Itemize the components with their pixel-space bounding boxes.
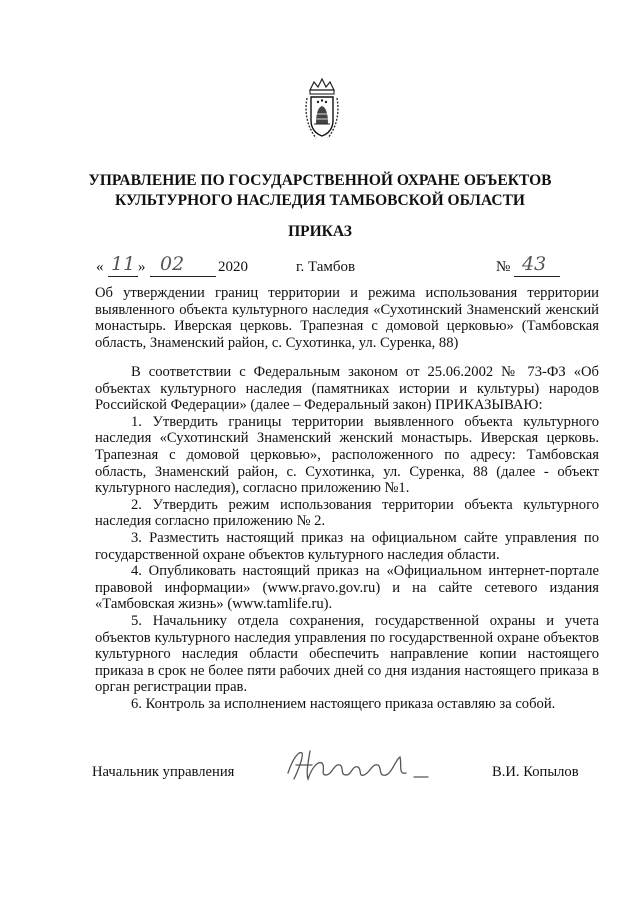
signer-position: Начальник управления — [92, 764, 235, 780]
city: г. Тамбов — [296, 259, 356, 275]
date-line — [96, 253, 560, 281]
organization-name-line2: КУЛЬТУРНОГО НАСЛЕДИЯ ТАМБОВСКОЙ ОБЛАСТИ — [115, 192, 525, 209]
date-day: 11 — [111, 253, 136, 275]
day-underline — [108, 276, 138, 277]
order-item: 2. Утвердить режим использования территории объекта культурного наследия согласно приложению № 2. — [95, 496, 599, 530]
organization-name-line1: УПРАВЛЕНИЕ ПО ГОСУДАРСТВЕННОЙ ОХРАНЕ ОБЪЕКТОВ — [88, 172, 552, 189]
signer-name: В.И. Копылов — [492, 764, 579, 780]
order-item: 6. Контроль за исполнением настоящего приказа оставляю за собой. — [131, 695, 556, 712]
signature-image — [282, 745, 442, 785]
order-item: 3. Разместить настоящий приказ на официальном сайте управления по государственной охране объектов культурного наследия области. — [95, 529, 599, 563]
date-year: 2020 — [218, 259, 248, 275]
document-number: 43 — [522, 253, 547, 275]
number-underline — [514, 276, 560, 277]
order-body — [95, 364, 599, 712]
close-quote: » — [138, 259, 146, 275]
order-item: 4. Опубликовать настоящий приказ на «Официальном интернет-портале правовой информации» (www.pravo.gov.ru) и на сайте сетевого издания «Тамбовская жизнь» (www.tamlife.ru). — [95, 563, 599, 613]
date-month: 02 — [160, 253, 185, 275]
month-underline — [150, 276, 216, 277]
preamble: В соответствии с Федеральным законом от 25.06.2002 № 73-ФЗ «Об объектах культурного наследия (памятниках истории и культуры) народов Российской Федерации» (далее – Федеральный закон) ПРИКАЗЫВАЮ: — [95, 364, 599, 414]
organization-name — [60, 171, 580, 211]
number-sign: № — [496, 259, 511, 275]
coat-of-arms-icon — [302, 76, 342, 146]
order-item: 1. Утвердить границы территории выявленного объекта культурного наследия «Сухотинский Знаменский женский монастырь. Иверская церковь. Трапезная с домовой церковью», расположенного по адресу: Тамбовская область, Знаменский район, с. Сухотинка, ул. Суренка, 88 (далее - объект культурного наследия), согласно приложению №1. — [95, 413, 599, 497]
document-type: ПРИКАЗ — [288, 223, 352, 240]
order-subject: Об утверждении границ территории и режима использования территории выявленного объекта культурного наследия «Сухотинский Знаменский женский монастырь. Иверская церковь. Трапезная с домовой церковью» (Тамбовская область, Знаменский район, с. Сухотинка, ул. Суренка, 88) — [95, 285, 599, 351]
open-quote: « — [96, 259, 104, 275]
order-item: 5. Начальнику отдела сохранения, государственной охраны и учета объектов культурного наследия управления по государственной охране объектов культурного наследия области обеспечить направление копии настоящего приказа в срок не более пяти рабочих дней со дня издания настоящего приказа в орган регистрации прав. — [95, 612, 599, 696]
